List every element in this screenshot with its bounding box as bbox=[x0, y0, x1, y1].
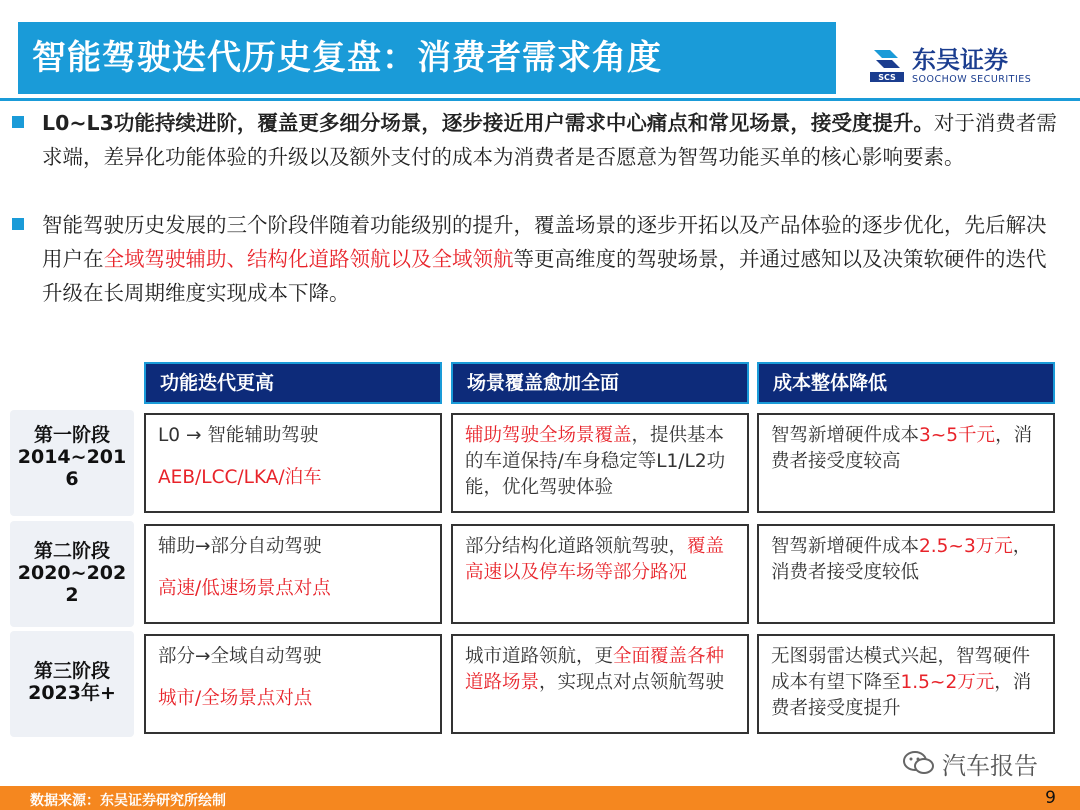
bullet-square-icon bbox=[12, 116, 24, 128]
stage-2-name: 第二阶段 bbox=[33, 540, 110, 562]
stage-3-period-a: 2023年+ bbox=[28, 682, 116, 704]
header-divider bbox=[0, 98, 1080, 101]
bullet-point-2 bbox=[12, 208, 1062, 310]
table-cell-cost-1 bbox=[757, 413, 1055, 513]
column-header-function: 功能迭代更高 bbox=[144, 362, 442, 404]
function-2-text: 辅助→部分自动驾驶 bbox=[158, 536, 322, 557]
logo-name-en: SOOCHOW SECURITIES bbox=[912, 74, 1032, 85]
bullet-2-text bbox=[42, 208, 1062, 310]
stage-2-period-a: 2020~202 bbox=[17, 562, 127, 584]
bullet-square-icon bbox=[12, 218, 24, 230]
watermark-text: 汽车报告 bbox=[942, 752, 1038, 780]
table-cell-scene-2 bbox=[451, 524, 749, 624]
bullet-1-bold: L0~L3功能持续进阶，覆盖更多细分场景，逐步接近用户需求中心痛点和常见场景，接受度提升。 bbox=[42, 111, 934, 135]
stage-1-name: 第一阶段 bbox=[33, 424, 110, 446]
stage-3-label bbox=[10, 660, 134, 704]
company-logo bbox=[868, 44, 1038, 90]
stage-2-label bbox=[10, 540, 134, 606]
cost-1-pre: 智驾新增硬件成本 bbox=[771, 425, 920, 446]
scene-3-post: ，实现点对点领航驾驶 bbox=[539, 672, 725, 693]
table-cell-scene-1 bbox=[451, 413, 749, 513]
scene-1-rest: ，提供基本的车道保持/车身稳定等L1/L2功能，优化驾驶体验 bbox=[465, 425, 726, 498]
logo-mark-icon bbox=[868, 46, 906, 84]
stage-3-name: 第三阶段 bbox=[33, 660, 110, 682]
table-cell-function-3 bbox=[144, 634, 442, 734]
cost-3-post: ，消费者接受度提升 bbox=[771, 672, 1032, 719]
function-2-feature: 高速/低速场景点对点 bbox=[158, 578, 331, 599]
logo-name-cn: 东吴证券 bbox=[912, 46, 1008, 74]
cost-3-pre: 无图弱雷达模式兴起，智驾硬件成本有望下降至 bbox=[771, 646, 1031, 693]
wechat-watermark bbox=[902, 746, 1062, 780]
function-3-feature: 城市/全场景点对点 bbox=[158, 688, 313, 709]
column-header-cost: 成本整体降低 bbox=[757, 362, 1055, 404]
bullet-2-pre: 智能驾驶历史发展的三个阶段伴随着功能级别的提升，覆盖场景的逐步开拓以及产品体验的逐步优化，先后解决用户在 bbox=[42, 213, 1047, 271]
column-header-scene: 场景覆盖愈加全面 bbox=[451, 362, 749, 404]
cost-3-value: 1.5~2万元 bbox=[900, 672, 995, 693]
cost-1-value: 3~5千元 bbox=[919, 425, 996, 446]
table-cell-function-2 bbox=[144, 524, 442, 624]
scene-2-highlight: 覆盖高速以及停车场等部分路况 bbox=[465, 536, 725, 583]
table-cell-function-1 bbox=[144, 413, 442, 513]
scene-1-highlight: 辅助驾驶全场景覆盖 bbox=[465, 425, 632, 446]
stage-2-period-b: 2 bbox=[65, 584, 79, 606]
scene-2-pre: 部分结构化道路领航驾驶， bbox=[465, 536, 688, 557]
scene-3-highlight: 全面覆盖各种道路场景 bbox=[465, 646, 725, 693]
logo-mark-text: SCS bbox=[878, 73, 896, 82]
page-title: 智能驾驶迭代历史复盘：消费者需求角度 bbox=[32, 38, 662, 78]
table-cell-scene-3 bbox=[451, 634, 749, 734]
bullet-2-post: 等更高维度的驾驶场景，并通过感知以及决策软硬件的迭代升级在长周期维度实现成本下降。 bbox=[42, 247, 1047, 305]
function-1-feature: AEB/LCC/LKA/泊车 bbox=[158, 467, 322, 488]
wechat-icon bbox=[902, 750, 936, 776]
cost-2-value: 2.5~3万元 bbox=[919, 536, 1013, 557]
function-3-text: 部分→全域自动驾驶 bbox=[158, 646, 322, 667]
source-note: 数据来源：东吴证券研究所绘制 bbox=[30, 793, 226, 809]
table-cell-cost-3 bbox=[757, 634, 1055, 734]
stage-1-label bbox=[10, 424, 134, 490]
table-cell-cost-2 bbox=[757, 524, 1055, 624]
stage-1-period-a: 2014~201 bbox=[17, 446, 127, 468]
cost-2-pre: 智驾新增硬件成本 bbox=[771, 536, 920, 557]
function-1-text: L0 → 智能辅助驾驶 bbox=[158, 425, 319, 446]
bullet-2-highlight: 全域驾驶辅助、结构化道路领航以及全域领航 bbox=[103, 247, 514, 271]
page-number: 9 bbox=[1045, 788, 1056, 808]
bullet-1-rest: 对于消费者需求端，差异化功能体验的升级以及额外支付的成本为消费者是否愿意为智驾功能买单的核心影响要素。 bbox=[42, 111, 1057, 169]
title-bar bbox=[18, 22, 836, 94]
cost-2-post: ，消费者接受度较低 bbox=[771, 536, 1032, 583]
scene-3-pre: 城市道路领航，更 bbox=[465, 646, 614, 667]
bullet-point-1 bbox=[12, 106, 1062, 174]
bullet-1-text bbox=[42, 106, 1062, 174]
cost-1-post: ，消费者接受度较高 bbox=[771, 425, 1033, 472]
stage-1-period-b: 6 bbox=[65, 468, 79, 490]
